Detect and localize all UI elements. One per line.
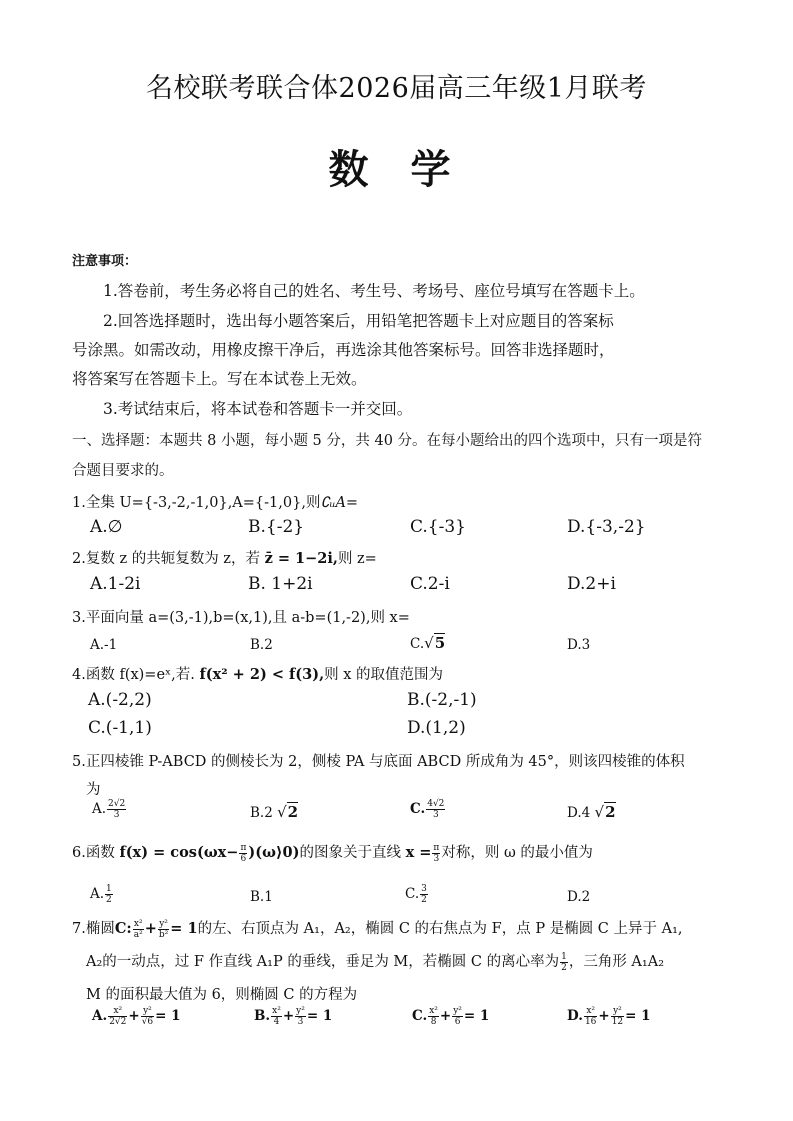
q2-option-b: B. 1+2i [248,574,313,594]
q1-option-c: C.{-3} [410,517,466,537]
q7-eccentricity-fraction [560,952,568,973]
q6-line: x = [405,844,432,861]
notice-line-2b: 号涂黑。如需改动，用橡皮擦干净后，再选涂其他答案标号。回答非选择题时， [72,341,615,359]
numerator: 1 [106,884,112,894]
denominator: 2 [106,895,112,905]
q5-option-a-fraction [107,799,126,820]
q4-option-b: B.(-2,-1) [407,690,477,710]
denominator: 3 [433,853,440,864]
q7-x-term [133,919,144,940]
q2-option-a: A.1-2i [90,574,141,594]
q5-option-c-label: C. [410,801,426,817]
q3-option-c-label: C. [410,636,425,652]
q5-stem-line-2: 为 [86,782,101,798]
numerator: π [240,842,247,853]
denominator: 3 [113,810,120,820]
q4-stem-tail: 则 x 的取值范围为 [324,667,444,683]
sqrt-icon: √ [594,803,605,821]
q1-stem-text: 1.全集 U={-3,-2,-1,0},A={-1,0},则 [72,495,321,511]
q6-option-c-fraction [420,884,428,905]
denominator: 2 [561,962,567,973]
q6-option-a-fraction [105,884,113,905]
q5-option-a-label: A. [92,801,107,817]
q5-option-a [92,799,127,820]
q7-option-a-y-term [141,1006,154,1027]
q5-option-c-fraction [426,799,445,820]
denominator: 3 [297,1017,304,1027]
q6-option-d: D.2 [567,889,591,905]
q7-option-c-x-term [428,1006,439,1027]
q4-option-c: C.(-1,1) [88,718,152,738]
exam-title: 名校联考联合体2026届高三年级1月联考 [146,73,647,104]
numerator: x² [133,918,143,929]
q7-y-term [158,919,169,940]
q7-option-c-y-term [452,1006,463,1027]
section1-line-1: 一、选择题：本题共 8 小题，每小题 5 分，共 40 分。在每小题给出的四个选项中，只有一项是符 [72,433,703,449]
q7-stem-line-1-tail: 的左、右顶点为 A₁，A₂，椭圆 C 的右焦点为 F，点 P 是椭圆 C 上异于 A₁, [197,921,683,937]
q7-stem-line-3: M 的面积最大值为 6，则椭圆 C 的方程为 [86,987,358,1003]
q7-ellipse-name: C: [114,920,132,937]
q5-option-d-radicand: 2 [605,803,616,821]
numerator: y² [159,918,168,929]
plus-sign: + [128,1008,140,1024]
q7-option-b-x-term [271,1006,282,1027]
q5-option-d [567,803,616,821]
equals-one: = 1 [463,1008,490,1024]
denominator: 8 [430,1017,437,1027]
q5-stem-line-1: 5.正四棱锥 P-ABCD 的侧棱长为 2，侧棱 PA 与底面 ABCD 所成角为 45°，则该四棱锥的体积 [72,754,685,770]
sqrt-icon: √ [424,634,434,652]
notice-line-2a: 2.回答选择题时，选出每小题答案后，用铅笔把答题卡上对应题目的答案标 [103,312,614,330]
q6-function-tail: )(ω⟩0) [248,844,300,861]
q4-stem-text: 4.函数 f(x)=eˣ,若. [72,667,195,683]
q4-option-a: A.(-2,2) [88,690,152,710]
q1-option-d: D.{-3,-2} [567,517,646,537]
denominator: 6 [240,853,247,864]
denominator: 2√2 [109,1017,127,1027]
q7-option-a-label: A. [92,1008,108,1024]
q5-option-b-radicand: 2 [287,803,299,821]
q7-option-d-label: D. [567,1008,583,1024]
q6-stem [72,841,593,864]
q4-stem [72,663,443,684]
q7-stem-line-2-tail: ，三角形 A₁A₂ [568,954,665,970]
denominator: 4 [273,1017,280,1027]
q3-option-c [410,634,445,652]
numerator: 3 [421,884,427,894]
numerator: y² [141,1006,154,1017]
q4-option-d: D.(1,2) [407,718,466,738]
notice-heading: 注意事项： [72,254,138,269]
equals-one: = 1 [306,1008,333,1024]
q2-stem-tail: 则 z= [337,551,377,567]
q7-option-d-y-term [611,1006,624,1027]
q7-stem-line-2 [86,950,664,973]
q7-stem-text: 7.椭圆 [72,921,115,937]
sqrt-icon: √ [277,803,287,821]
equals-one: = 1 [155,1008,181,1024]
notice-line-1: 1.答卷前，考生务必将自己的姓名、考生号、考场号、座位号填写在答题卡上。 [103,282,645,300]
q2-stem [72,547,377,568]
notice-line-2c: 将答案写在答题卡上。写在本试卷上无效。 [72,370,367,388]
numerator: 2√2 [108,799,126,809]
denominator: b² [158,929,169,940]
q7-option-b-label: B. [254,1008,271,1024]
q7-stem-line-1 [72,917,683,940]
q2-stem-text: 2.复数 z 的共轭复数为 z，若 [72,551,260,567]
q1-complement: ∁ᵤA= [320,495,359,511]
q6-option-b: B.1 [250,889,273,905]
q1-stem [72,491,358,512]
numerator: 4√2 [427,799,445,809]
plus-sign: + [144,920,157,937]
q5-option-b-label: B.2 [250,805,273,821]
q3-option-d: D.3 [567,637,591,653]
numerator: π [433,842,440,853]
q7-equals-one: = 1 [170,920,198,937]
q6-stem-tail: 对称，则 ω 的最小值为 [441,845,593,861]
q7-option-b [254,1006,332,1027]
q3-option-c-radicand: 5 [434,634,446,652]
numerator: x² [429,1006,438,1016]
denominator: 6 [454,1017,461,1027]
q2-option-d: D.2+i [567,574,616,594]
plus-sign: + [598,1008,610,1024]
q6-line-fraction [432,843,440,864]
q6-stem-text: 6.函数 [72,845,115,861]
denominator: 2 [421,895,427,905]
denominator: 12 [611,1017,624,1027]
q6-function: f(x) = cos(ωx− [119,844,239,861]
q7-option-a [92,1006,181,1027]
notice-line-3: 3.考试结束后，将本试卷和答题卡一并交回。 [103,400,413,418]
q6-option-a [90,884,114,905]
q7-option-d-x-term [584,1006,597,1027]
section1-line-2: 合题目要求的。 [72,463,174,479]
q6-phase-fraction [239,843,247,864]
equals-one: = 1 [625,1008,651,1024]
q6-option-a-label: A. [90,886,105,902]
numerator: y² [611,1006,624,1017]
q7-option-c-label: C. [412,1008,428,1024]
q7-option-b-y-term [295,1006,306,1027]
q7-stem-line-2-text: A₂的一动点，过 F 作直线 A₁P 的垂线，垂足为 M，若椭圆 C 的离心率为 [86,954,560,970]
plus-sign: + [439,1008,452,1024]
numerator: y² [296,1006,305,1016]
denominator: 3 [432,810,439,820]
plus-sign: + [282,1008,295,1024]
q1-option-b: B.{-2} [248,517,305,537]
q6-option-c [405,884,429,905]
denominator: √6 [141,1017,154,1027]
q6-stem-mid: 的图象关于直线 [299,845,401,861]
q4-expression: f(x² + 2) < f(3), [199,666,325,683]
q7-option-a-x-term [108,1006,127,1027]
q6-option-c-label: C. [405,886,420,902]
q2-option-c: C.2-i [410,574,450,594]
subject-title: 数 学 [328,147,465,193]
q5-option-c [410,799,446,820]
q3-option-b: B.2 [250,637,273,653]
denominator: 16 [584,1017,597,1027]
q3-stem: 3.平面向量 a=(3,-1),b=(x,1),且 a-b=(1,-2),则 x= [72,610,410,626]
numerator: x² [272,1006,281,1016]
q7-option-c [412,1006,489,1027]
q3-option-a: A.-1 [90,637,118,653]
q7-option-d [567,1006,651,1027]
q5-option-d-label: D.4 [567,805,591,821]
q2-expression: z̄ = 1−2i, [264,550,338,567]
denominator: a² [133,929,143,940]
numerator: x² [584,1006,597,1017]
numerator: 1 [561,951,567,962]
q1-option-a: A.∅ [90,517,123,537]
numerator: y² [453,1006,462,1016]
numerator: x² [108,1006,127,1017]
q5-option-b [250,803,298,821]
